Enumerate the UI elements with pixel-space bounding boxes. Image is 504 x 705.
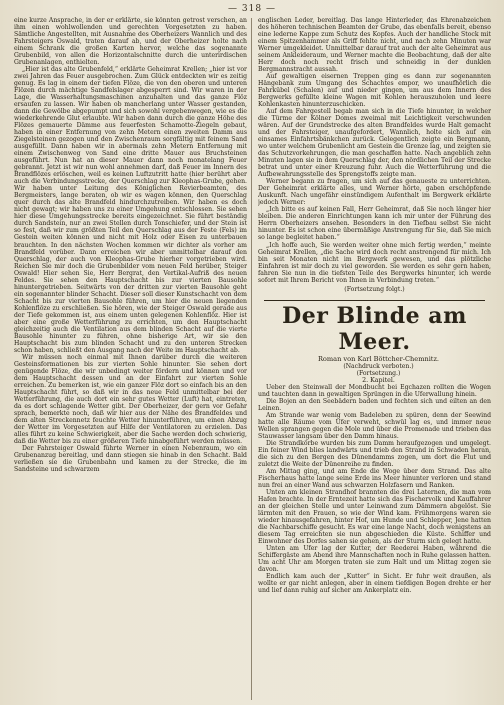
story-paragraph: Am Mittag ging, und am Ende die Woge über dem Strand. Das alte Fischerhaus hatte lange seine Erde ins Meer hinunter verloren und stand nun frei an einer Wand aus schwarzen Holzfasern und Ranken. <box>258 467 491 489</box>
article-paragraph: englischen Leder, bereitlag. Das lange Hinterleder, das Ehrenabzeichen des höheren technischen Beamten der Grube, das ebenfalls bereit, ebenso eine lederne Kappe zum Schutz des Kopfes. Auch der handliche Stock mit einem Spitzenhammer als Griff fehlte nicht, und nach zehn Minuten war Werner umgekleidet. Unmittelbar darauf trat auch der alte Geheimrat aus seinem Ankleideraum, und Werner machte die Beobachtung, daß der alte Herr doch noch recht frisch und schneidig in der dunklen Bergmannstracht aussah. <box>258 17 491 74</box>
right-column <box>258 17 491 701</box>
story-paragraph: Ueber den Steinwall der Mondbucht bei Egchazen rollten die Wogen und tauchten dann in gewaltigen Sprüngen in die Uferwallung hinein. <box>258 383 491 398</box>
article-paragraph: „Ich hoffe auch, Sie werden weiter ohne mich fertig werden,“ meinte Geheimrat Krellen, „die Sache wird doch recht anstrengend für mich. Ich bin seit Monaten nicht im Bergwerk gewesen, und das plötzliche Einfahren ist mir doch zu viel geworden. Sie werden es sehr gern haben, fahren Sie nun in die tiefsten Teile des Bergwerks hinunter, ich werde sofort mit Ihrem Bericht von Ihnen in Verbindung treten.“ <box>258 241 491 284</box>
story-paragraph: Unten am Ufer lag der Kutter, der Reederei Haben, während die Schiffergäste am Abend ihre Mannschaften noch in Ruhe gelassen hatten. Um acht Uhr am Morgen traten sie zum Halt und um Mittag zogen sie davon. <box>258 545 491 574</box>
article-paragraph: eine kurze Ansprache, in der er erklärte, sie könnten getrost verschen, an ihm einen wohlwollenden und gerechten Vorgesetzten zu haben. Sämtliche Angestellten, mit Ausnahme des Oberheizers Wannlich und des Fahrsteigers Oswald, traten darauf ab, und der Oberheizer holte nach einem Schrank die großen Karten hervor, welche das sogenannte Grubenbild, von allen die Horizontalschnitte durch die unterirdischen Grubenanlagen, enthielten. <box>14 17 247 67</box>
article-paragraph: Auf dem Fahrgestell begab man sich in die Tiefe hinunter, in welcher die Türme der Kölner Domes zweimal mit Leichtigkeit verschwunden wären. Auf der Grundstrecke des alten Brandfeldes wurde Halt gemacht und der Fahrsteiger, unaufgefordert, Wannlich, holte sich auf ein einsames Einfahrtsbänkchen zurück. Gelegentlich zeigte ein Bergmann, wo unter welchem Grubenlicht am Gestein die Grenze lag, und zeigten sie das Schutzvorkehrungen, die man geschaffen hatte. Nach angeblich zehn Minuten lagen sie in dem Querschlag der, den nördlichen Teil der Strecke betrat und unter einer Kreuzung fuhr. Auch die Wetterführung und die Aufbewahrungsstelle des Sprengstoffs zeigte man. <box>258 108 491 179</box>
column-divider <box>251 18 252 700</box>
article-paragraph: Werner begann zu fragen, um sich auf das genaueste zu unterrichten. Der Geheimrat erklärte alles, und Werner hörte, gaben erschöpfende Auskunft. Nach ungefähr einstündigem Aufenthalt im Bergwerk erklärte jedoch Werner: <box>258 178 491 207</box>
story-byline: Roman von Karl Böttcher-Chemnitz. <box>317 354 440 363</box>
story-paragraph: Am Strande war wenig vom Badeleben zu spüren, denn der Seewind hatte alle Räume vom Ufer verweht, schwül lag es, und immer neue Wellen sprangen gegen die Mole und über die Promenade und trieben das Stauwasser langsam über den Damm hinaus. <box>258 411 491 440</box>
story-title: Der Blinde am Meer. <box>282 302 467 355</box>
story-paragraph: Die Bojen an den Seebädern baden und fechten sich und eilten an den Leinen. <box>258 397 491 412</box>
article-paragraph: Der Fahrsteiger Oswald führte Werner in einen Nebenraum, wo ein Grubenanzug bereitlag, und dann stiegen sie hinab in den Schacht. Bald verließen sie die Grubenbahn und kamen zu der Strecke, die im Sandsteine und schwarzem <box>14 444 247 473</box>
story-paragraph: Unten am kleinen Strandhof brannten die drei Laternen, die man vom Hafen brachte. In der Erntezeit hatte sich das Fischervolk und Kauffahrer an der gleichen Stelle und unter Leinwand zum Dämmern abgelöst. Sie lärmten mit den Frauen, so wie der Wind kam. Frühmorgens waren sie wieder hinausgefahren, hinter Hof, um Hunde und Schlepper, Jene hatten die Nachbarschiffe gesucht. Es war eine lange Nacht, doch wenigstens an diesem Tag erreichten sie nun abgeschieden die Küste. Schiffer und Einwohner des Dorfes sahen sie gehen, als der Sturm sich gelegt hatte. <box>258 488 491 546</box>
section-divider <box>264 300 485 301</box>
article-paragraph: Wir müssen noch einmal mit Ihnen darüber durch die weiteren Gesteinsformationen bis zur vierten Sohle hinunter. Sie sehen dort genügende Flöze, die wir unbedingt weiter fördern und können und vor dem Hauptschacht dessen und an der Einfahrt zur vierten Sohle erreichen. Zu bemerken ist, wie ein ganzer Flöz dort so einfach bis an den Hauptschacht führt, so daß wir in das neue Feld unmittelbar bei der Wetterführung, die auch dort ein sehr gutes Wetter (Luft) hat, eintreten, da es dort schlagende Wetter gibt. Der Oberheizer, der gern vor Gefahr sprach, bemerkte noch, daß wir hier aus der Nähe des Brandfeldes und dem alten Streckennetz feuchte Wetter hinunterführen, um einen Abzug der Wetter im Vorgesetzten auf Hilfe der Ventilatoren zu erzielen. Das alles führt zu keine Schwierigkeit, aber die Sache werden doch schwierig, daß die Wetter bis zu einer größeren Tiefe hinabgeführt werden müssen. <box>14 353 247 445</box>
chapter-heading: 2. Kapitel. <box>362 376 395 384</box>
story-paragraph: Endlich kam auch der „Kutter“ in Sicht. Er fuhr weit draußen, als wollte er gar nicht anlegen, aber in einem tiefdigen Bogen drehte er her und lief dann ruhig auf sicher am Ankerplatz ein. <box>258 573 491 595</box>
left-column <box>14 17 247 701</box>
article-paragraph: „Ich bitte es auf keinen Fall, Herr Geheimrat, daß Sie noch länger hier bleiben. Die anderen Einrichtungen kann ich mir unter der Führung des Herrn Oberheizers ansehen. Besonders in den Tiefbau selbst Sie nicht hinunter. Es ist schon eine übermäßige Anstrengung für Sie, daß Sie mich so lange begleitet haben.“ <box>258 206 491 242</box>
article-paragraph: Auf gewaltigen eisernen Treppen ging es dann zur sogenannten Hängebank zum Umgang des Schachtes empor, wo unaufhörlich die Fahrkübel (Schalen) auf und nieder gingen, um aus dem Innern des Bergwerks gefüllte kleine Wagen mit Kohlen herauszuholen und leere Kohlenkasten hinunterzuschicken. <box>258 73 491 109</box>
article-paragraph: „Hier ist das alte Grubenfeld,“ erklärte Geheimrat Krellen; „hier ist vor zwei Jahren das Feuer ausgebrochen. Zum Glück entdeckten wir es zeitig genug. Es lag in einem der tiefen Flöze, die von den oberen und unteren Flözen durch mächtige Sandfelslager abgesperrt sind. Wir waren in der Lage, die Wasserhaltungsmaschinen anzuhalten und das ganze Flöz ersaufen zu lassen. Wir haben ob mancherlang unter Wasser gestanden, dann die Gewölbe abgepumpt und sich sowohl vergebenwegen, wie es die wiederkehrende Glut erlaubte. Wir haben dann durch die ganze Höhe des Flözes gemauerte Dämme aus feuerfesten Schamotte-Ziegeln gebaut, haben in einer Entfernung von zehn Metern einen zweiten Damm aus Ziegelsteinen gezogen und den Zwischenraum sorgfältig mit feinem Sand ausgefüllt. Dann haben wir in abermals zehn Metern Entfernung mit einem Zwischenweg von Sand eine dritte Mauer aus Bruchsteinen ausgeführt. Nun hat an dieser Mauer dann noch monatelang Feuer gebrannt. Jetzt ist wir nun wohl annehmen darf, daß Feuer im Innern des Brandflözes erlöschen, weil es keinen Luftzutritt hatte (hier berührt aber auch die Verbindungsstrecke, der Querschlag zur Kleophas-Grube, gehen. Wir haben unter Leitung des Königlichen Revierbeamten, des Bergmeisters, lange beraten, ob wir es wagen können, den Querschlag quer durch das alte Brandfeld hindurchzutreiben. Wir haben es doch nicht gewagt; wir haben uns zu einer Umgehung entschlossen. Sie sehen hier diese Umgehungsstrecke bereits eingezeichnet. Sie führt beständig durch Sandstein, nur an zwei Stellen durch Tonschiefer, und der Stein ist so fest, daß wir zum größten Teil den Querschlag aus der Feste (Fels) im Gestein weiten können und nicht mit Holz oder Eisen zu unterbauen brauchten. In den nächsten Wochen kommen wir dichter als vorher am Brandfeld vorüber. Dann erreichen wir aber unmittelbar darauf den Querschlag, der auch von Kleophas-Grube hierher vorgetrieben wird. Reichen Sie mir doch die Grubenbilder vom neuen Feld herüber, Steiger Oswald! Hier sehen Sie, Herr Bergrat, den Vertikal-Aufriß des neuen Feldes. Sie sehen den Hauptschacht bis zur vierten Bausohle hinuntergetrieben. Seitwärts von der dritten zur vierten Bausohle geht ein sogenannter blinder Schacht. Dieser soll dieser Kunstschacht von dem Schacht bis zur vierten Bausohle führen, um hier die neuen liegenden Kohlenflöze zu erschließen. Sie hören, wie der Steiger Oswald gerade aus der Tiefe gekommen ist, aus einem unten gelegenen Kohlenflöz. Hier ist aber eine große Wetterführung zu errichten, um den Hauptschacht gleichzeitig auch die Ventilation aus dem blinden Schacht auf die vierte Bausohle hinunter zu führen, ohne bisherige Art, wir sie den Hauptschacht bis zum blinden Schacht und zu den unteren Strecken schon haben, schließt den Ausgang nach der Weite im Hauptschacht ab. <box>14 66 247 354</box>
continuation-label: (Fortsetzung.) <box>356 369 401 377</box>
page-number: — 318 — <box>228 4 276 14</box>
story-paragraph: Die Strandkörbe wurden bis zum Damm heraufgezogen und umgelegt. Ein feiner Wind blies landwärts und trieb den Strand in Schwaden heran, die sich zu den Bergen des Dünendamms zogen, um dort die Flut und zuletzt die Weite der Dünenreihe zu finden. <box>258 439 491 468</box>
continuation-note: (Fortsetzung folgt.) <box>344 285 405 293</box>
reprint-notice: (Nachdruck verboten.) <box>343 362 414 370</box>
